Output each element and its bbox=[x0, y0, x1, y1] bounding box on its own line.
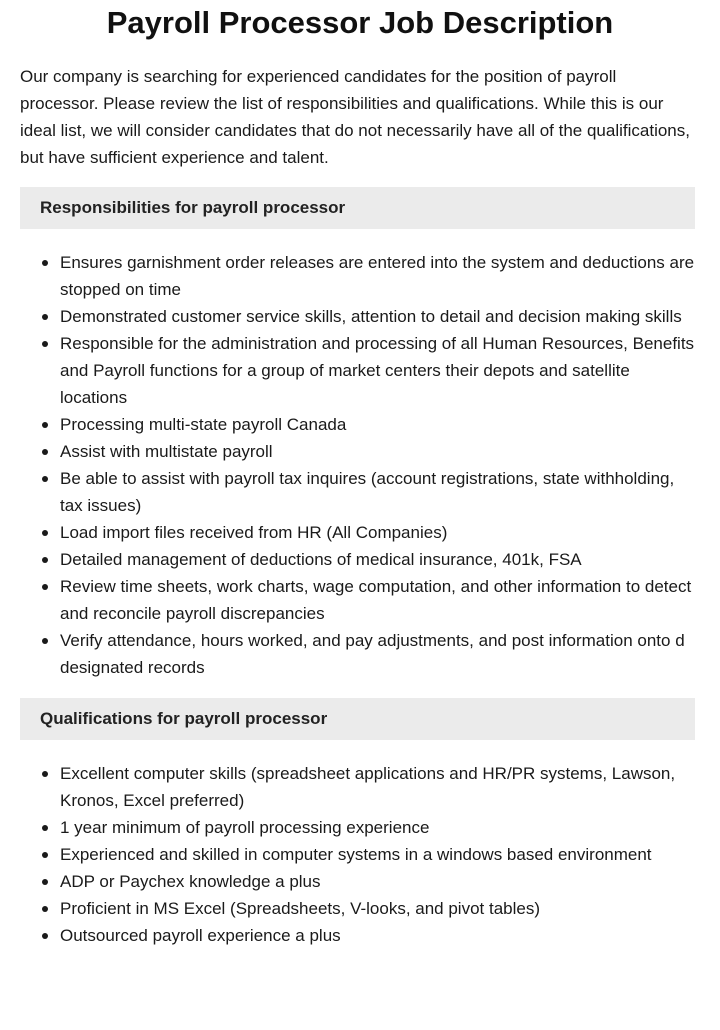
qualifications-heading: Qualifications for payroll processor bbox=[20, 698, 695, 740]
responsibilities-list bbox=[0, 249, 720, 681]
responsibilities-heading: Responsibilities for payroll processor bbox=[20, 187, 695, 229]
list-item: ADP or Paychex knowledge a plus bbox=[0, 868, 720, 895]
intro-paragraph: Our company is searching for experienced candidates for the position of payroll processor. Please review the list of responsibilities and qualifications. While this is our ideal list, we will consider candidates that do not necessarily have all of the qualifications, but have sufficient experience and talent. bbox=[20, 67, 690, 167]
list-item: Responsible for the administration and processing of all Human Resources, Benefits and Payroll functions for a group of market centers their depots and satellite locations bbox=[0, 330, 720, 411]
list-item: Demonstrated customer service skills, attention to detail and decision making skills bbox=[0, 303, 720, 330]
list-item: Review time sheets, work charts, wage computation, and other information to detect and reconcile payroll discrepancies bbox=[0, 573, 720, 627]
list-item: Load import files received from HR (All Companies) bbox=[0, 519, 720, 546]
list-item: Ensures garnishment order releases are entered into the system and deductions are stopped on time bbox=[0, 249, 720, 303]
list-item: Assist with multistate payroll bbox=[0, 438, 720, 465]
list-item: Processing multi-state payroll Canada bbox=[0, 411, 720, 438]
list-item: Outsourced payroll experience a plus bbox=[0, 922, 720, 949]
list-item: Experienced and skilled in computer systems in a windows based environment bbox=[0, 841, 720, 868]
list-item: 1 year minimum of payroll processing experience bbox=[0, 814, 720, 841]
list-item: Excellent computer skills (spreadsheet applications and HR/PR systems, Lawson, Kronos, Excel preferred) bbox=[0, 760, 720, 814]
list-item: Verify attendance, hours worked, and pay adjustments, and post information onto d designated records bbox=[0, 627, 720, 681]
list-item: Proficient in MS Excel (Spreadsheets, V-looks, and pivot tables) bbox=[0, 895, 720, 922]
qualifications-list bbox=[0, 760, 720, 949]
page-title: Payroll Processor Job Description bbox=[106, 5, 614, 40]
list-item: Detailed management of deductions of medical insurance, 401k, FSA bbox=[0, 546, 720, 573]
list-item: Be able to assist with payroll tax inquires (account registrations, state withholding, tax issues) bbox=[0, 465, 720, 519]
